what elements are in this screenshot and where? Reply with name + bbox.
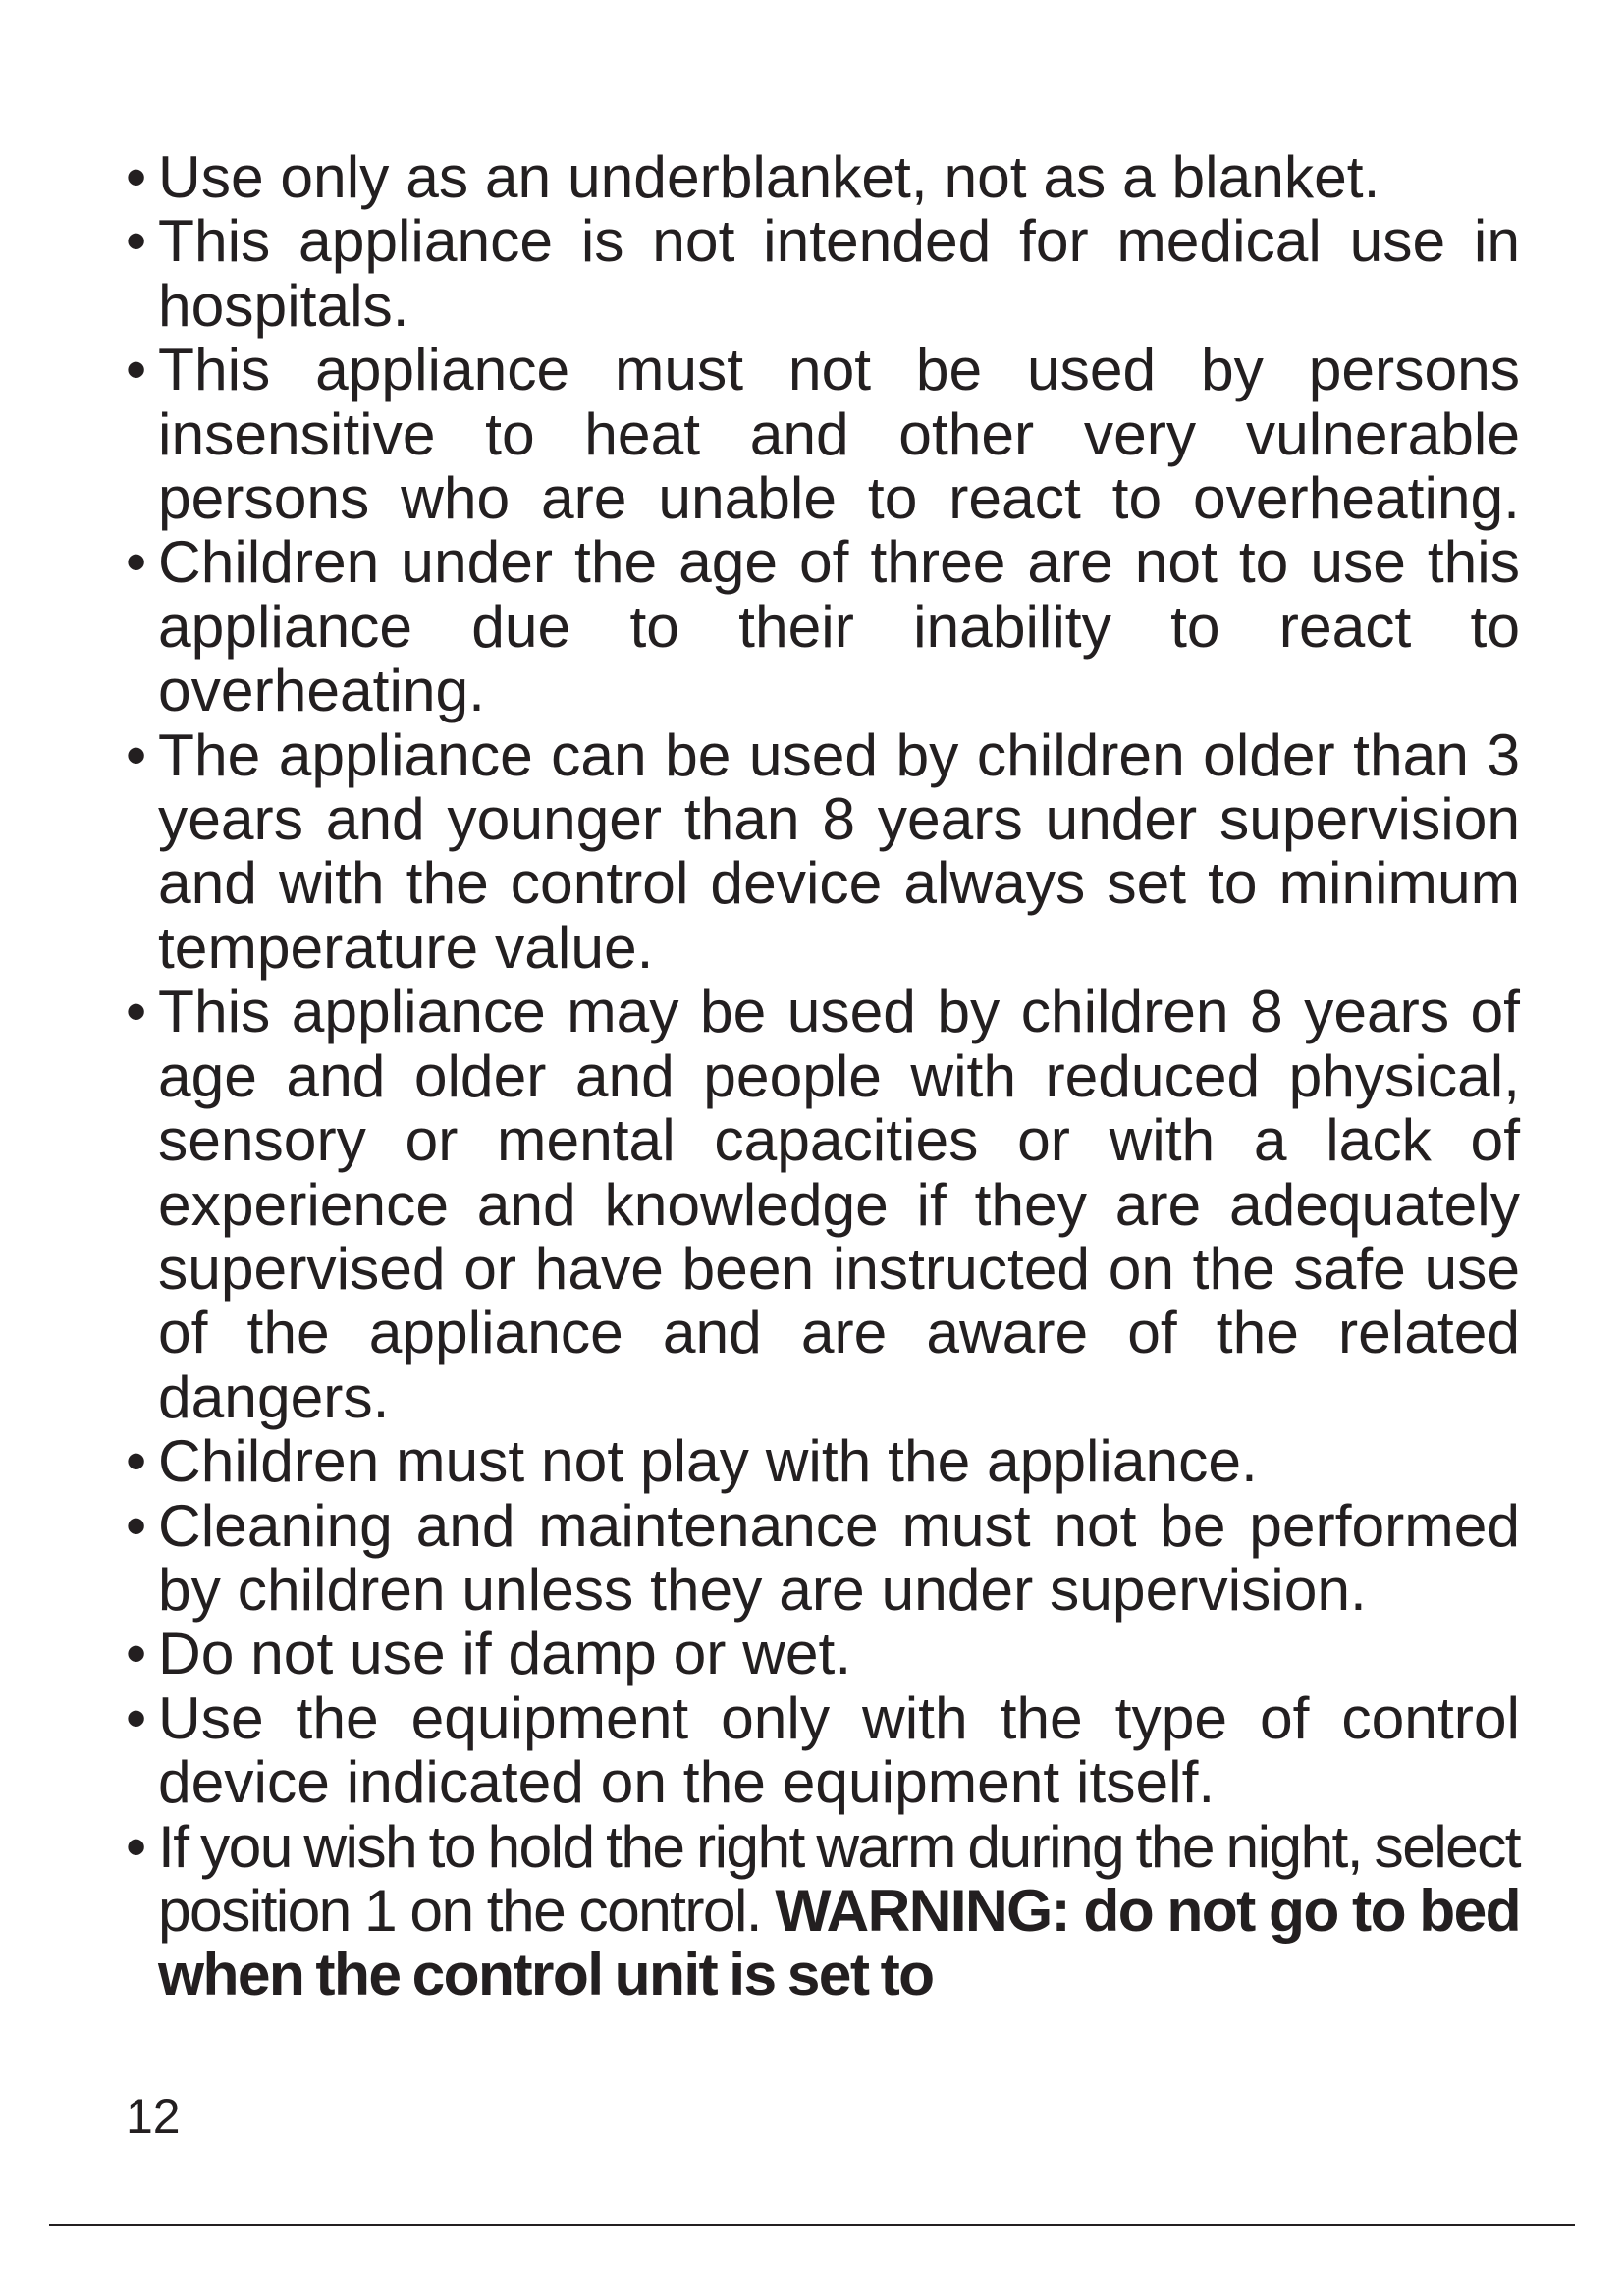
bullet-text: This appliance must not be used by persons insensitive to heat and other very vulnerable persons who are unable to react to overheating. xyxy=(158,336,1520,532)
bullet-dot: • xyxy=(126,336,147,403)
bullet-dot: • xyxy=(126,207,147,275)
bullet-item-vulnerable-persons xyxy=(126,338,1520,530)
bullet-dot: • xyxy=(126,1427,147,1495)
bullet-dot: • xyxy=(126,1683,147,1751)
bullet-item-children-under-three xyxy=(126,530,1520,722)
bullet-text: Cleaning and maintenance must not be performed by children unless they are under supervision. xyxy=(158,1491,1520,1623)
bullet-dot: • xyxy=(126,978,147,1045)
footer-rule xyxy=(49,2224,1575,2226)
bullet-dot: • xyxy=(126,528,147,596)
bullet-item-no-play xyxy=(126,1429,1520,1493)
bullet-text: Children must not play with the appliance. xyxy=(158,1427,1258,1495)
bullet-text: Do not use if damp or wet. xyxy=(158,1620,852,1687)
bullet-text: The appliance can be used by children older than 3 years and younger than 8 years under supervision and with the control device always set to minimum temperature value. xyxy=(158,721,1520,981)
bullet-item-control-device-type xyxy=(126,1683,1520,1816)
safety-bullet-list xyxy=(126,145,1520,2007)
page-number: 12 xyxy=(126,2089,181,2144)
warning-text: WARNING: do not go to bed when the control unit is set to xyxy=(158,1876,1520,2008)
bullet-item-cleaning-maintenance xyxy=(126,1491,1520,1623)
bullet-text: If you wish to hold the right warm during the night, select position 1 on the control. xyxy=(158,1812,1520,1944)
bullet-dot: • xyxy=(126,1491,147,1559)
instructions-body xyxy=(126,145,1520,2007)
bullet-text: Use the equipment only with the type of control device indicated on the equipment itself. xyxy=(158,1683,1520,1816)
bullet-item-damp-wet xyxy=(126,1622,1520,1685)
bullet-item-underblanket xyxy=(126,145,1520,209)
bullet-dot: • xyxy=(126,143,147,210)
bullet-item-night-position xyxy=(126,1812,1520,2008)
bullet-text: Use only as an underblanket, not as a blanket. xyxy=(158,143,1380,210)
bullet-dot: • xyxy=(126,1812,145,1880)
bullet-item-medical-use xyxy=(126,209,1520,338)
bullet-text: This appliance may be used by children 8 years of age and older and people with reduced physical, sensory or mental capacities or with a lack of experience and knowledge if they are adequately supervised or have been instructed on the safe use of the appliance and are aware of the related dangers. xyxy=(158,978,1520,1430)
bullet-item-children-8-and-older xyxy=(126,980,1520,1429)
bullet-text: This appliance is not intended for medical use in hospitals. xyxy=(158,207,1520,339)
bullet-item-children-3-to-8 xyxy=(126,723,1520,981)
bullet-dot: • xyxy=(126,1620,147,1687)
bullet-text: Children under the age of three are not to use this appliance due to their inability to react to overheating. xyxy=(158,528,1520,724)
bullet-dot: • xyxy=(126,721,147,788)
